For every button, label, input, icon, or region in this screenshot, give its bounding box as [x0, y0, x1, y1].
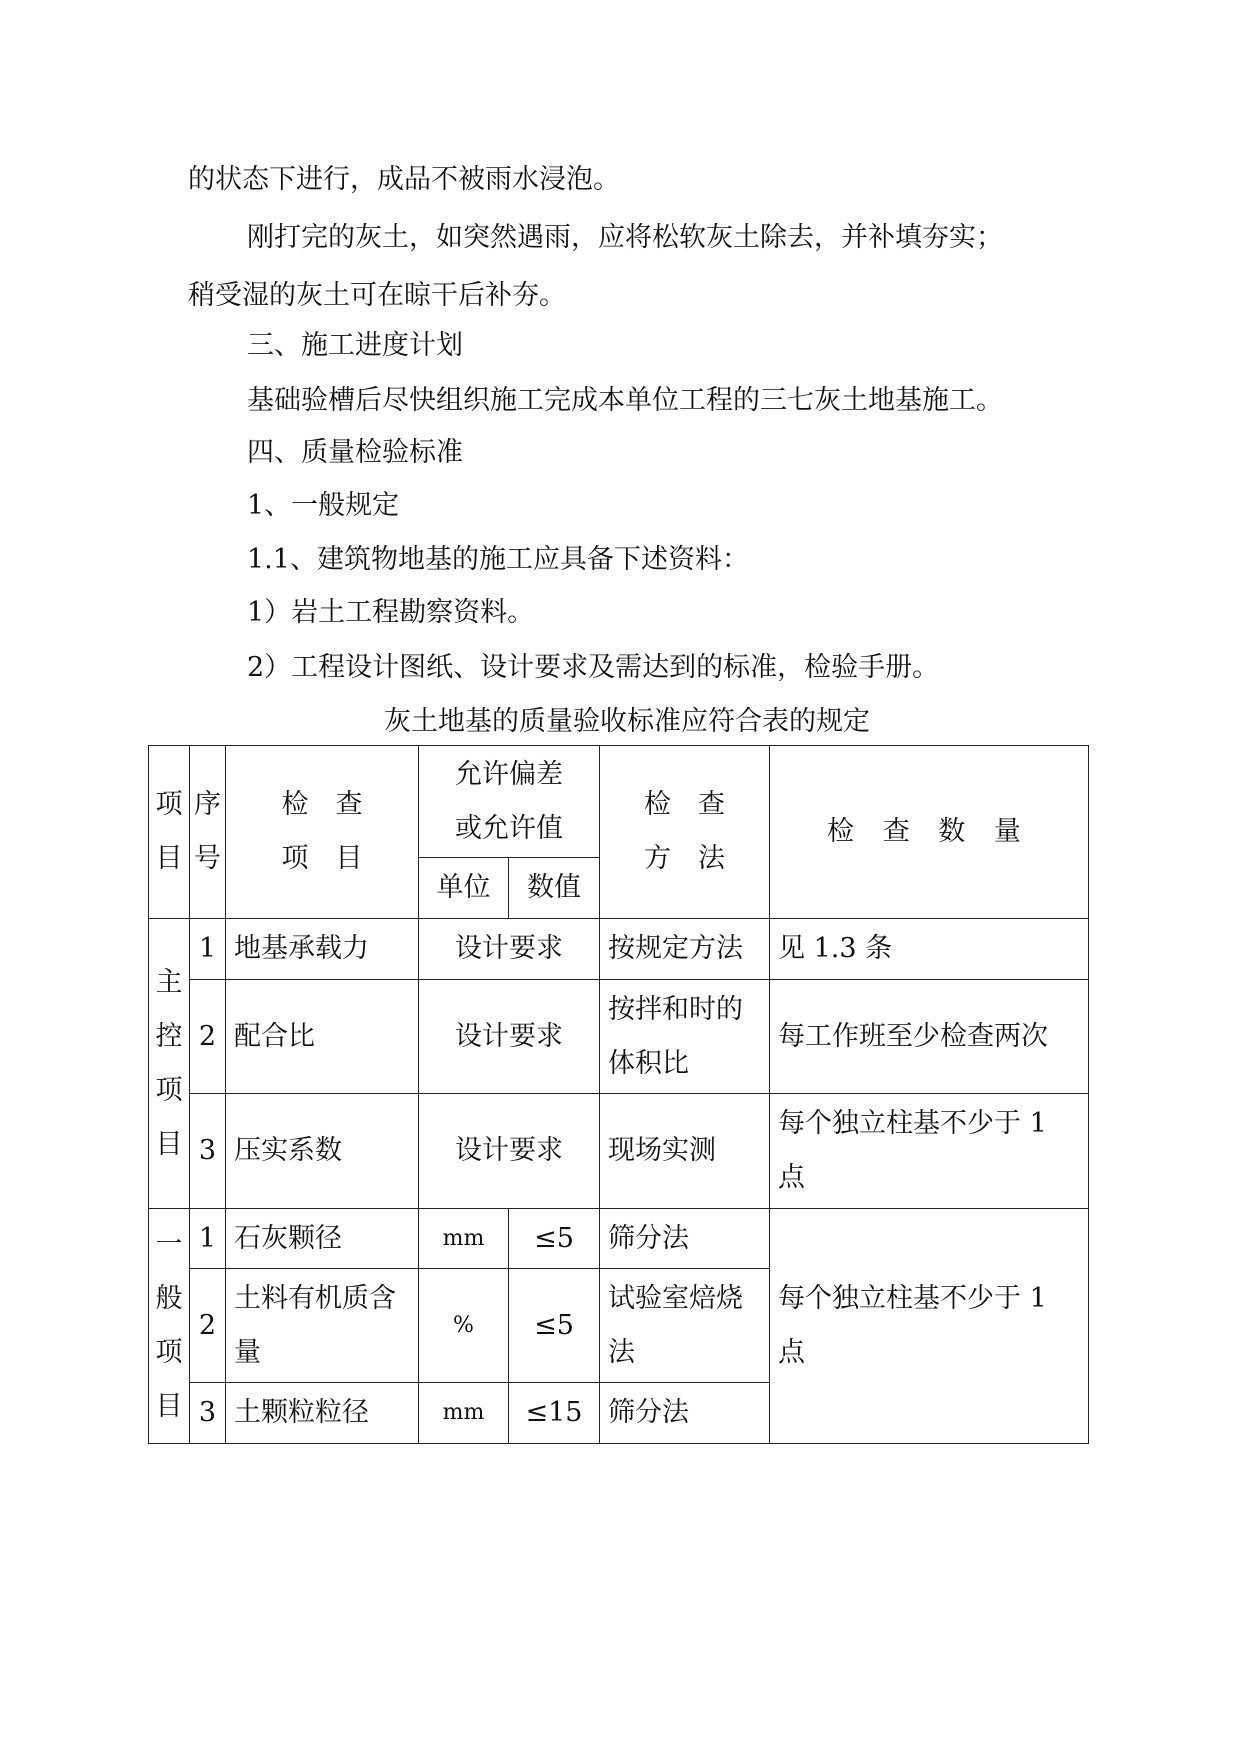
row-item: 配合比 — [226, 980, 419, 1094]
subheading-general: 1、一般规定 — [247, 490, 400, 521]
row-quantity: 见 1.3 条 — [770, 919, 1089, 980]
row-quantity: 每个独立柱基不少于 1 点 — [770, 1094, 1089, 1209]
row-value: ≤5 — [509, 1269, 600, 1383]
table-row — [149, 980, 1089, 1094]
row-seq: 3 — [190, 1094, 226, 1209]
row-tolerance: 设计要求 — [419, 1094, 600, 1209]
row-method: 按拌和时的体积比 — [600, 980, 770, 1094]
group-main-control: 主控项目 — [149, 919, 190, 1209]
row-method: 按规定方法 — [600, 919, 770, 980]
row-item: 石灰颗径 — [226, 1209, 419, 1269]
table-row — [149, 1094, 1089, 1209]
row-item: 地基承载力 — [226, 919, 419, 980]
quality-standard-table — [148, 745, 1089, 1444]
row-item: 土料有机质含量 — [226, 1269, 419, 1383]
paragraph-1: 的状态下进行，成品不被雨水浸泡。 — [188, 164, 620, 195]
header-seq: 序号 — [190, 746, 226, 919]
paragraph-2: 刚打完的灰土，如突然遇雨，应将松软灰土除去，并补填夯实； — [247, 222, 1003, 253]
header-unit: 单位 — [419, 858, 509, 919]
row-value: ≤5 — [509, 1209, 600, 1269]
row-item: 压实系数 — [226, 1094, 419, 1209]
row-seq: 1 — [190, 1209, 226, 1269]
table-header-row — [149, 746, 1089, 858]
row-unit: mm — [419, 1383, 509, 1444]
table-row — [149, 1209, 1089, 1269]
header-quantity: 检 查 数 量 — [770, 746, 1089, 919]
row-tolerance: 设计要求 — [419, 980, 600, 1094]
row-seq: 2 — [190, 980, 226, 1094]
row-method: 筛分法 — [600, 1383, 770, 1444]
general-quantity: 每个独立柱基不少于 1 点 — [770, 1209, 1089, 1444]
header-method: 检 查 方 法 — [600, 746, 770, 919]
row-unit: mm — [419, 1209, 509, 1269]
header-value: 数值 — [509, 858, 600, 919]
row-quantity: 每工作班至少检查两次 — [770, 980, 1089, 1094]
header-item-category: 项目 — [149, 746, 190, 919]
row-value: ≤15 — [509, 1383, 600, 1444]
list-item-2: 2）工程设计图纸、设计要求及需达到的标准，检验手册。 — [247, 652, 940, 683]
row-seq: 2 — [190, 1269, 226, 1383]
row-seq: 1 — [190, 919, 226, 980]
section-heading-quality: 四、质量检验标准 — [247, 437, 463, 468]
section-heading-schedule: 三、施工进度计划 — [247, 330, 463, 361]
list-item-1: 1）岩土工程勘察资料。 — [247, 597, 535, 628]
paragraph-1-1: 1.1、建筑物地基的施工应具备下述资料： — [247, 544, 749, 575]
row-tolerance: 设计要求 — [419, 919, 600, 980]
row-method: 现场实测 — [600, 1094, 770, 1209]
paragraph-schedule: 基础验槽后尽快组织施工完成本单位工程的三七灰土地基施工。 — [247, 385, 1003, 416]
row-method: 筛分法 — [600, 1209, 770, 1269]
row-item: 土颗粒粒径 — [226, 1383, 419, 1444]
table-caption: 灰土地基的质量验收标准应符合表的规定 — [384, 706, 870, 737]
row-seq: 3 — [190, 1383, 226, 1444]
row-unit: % — [419, 1269, 509, 1383]
header-check-item: 检 查 项 目 — [226, 746, 419, 919]
paragraph-3: 稍受湿的灰土可在晾干后补夯。 — [188, 280, 566, 311]
row-method: 试验室焙烧法 — [600, 1269, 770, 1383]
group-general: 一般项目 — [149, 1209, 190, 1444]
table-row — [149, 919, 1089, 980]
header-tolerance: 允许偏差 或允许值 — [419, 746, 600, 858]
